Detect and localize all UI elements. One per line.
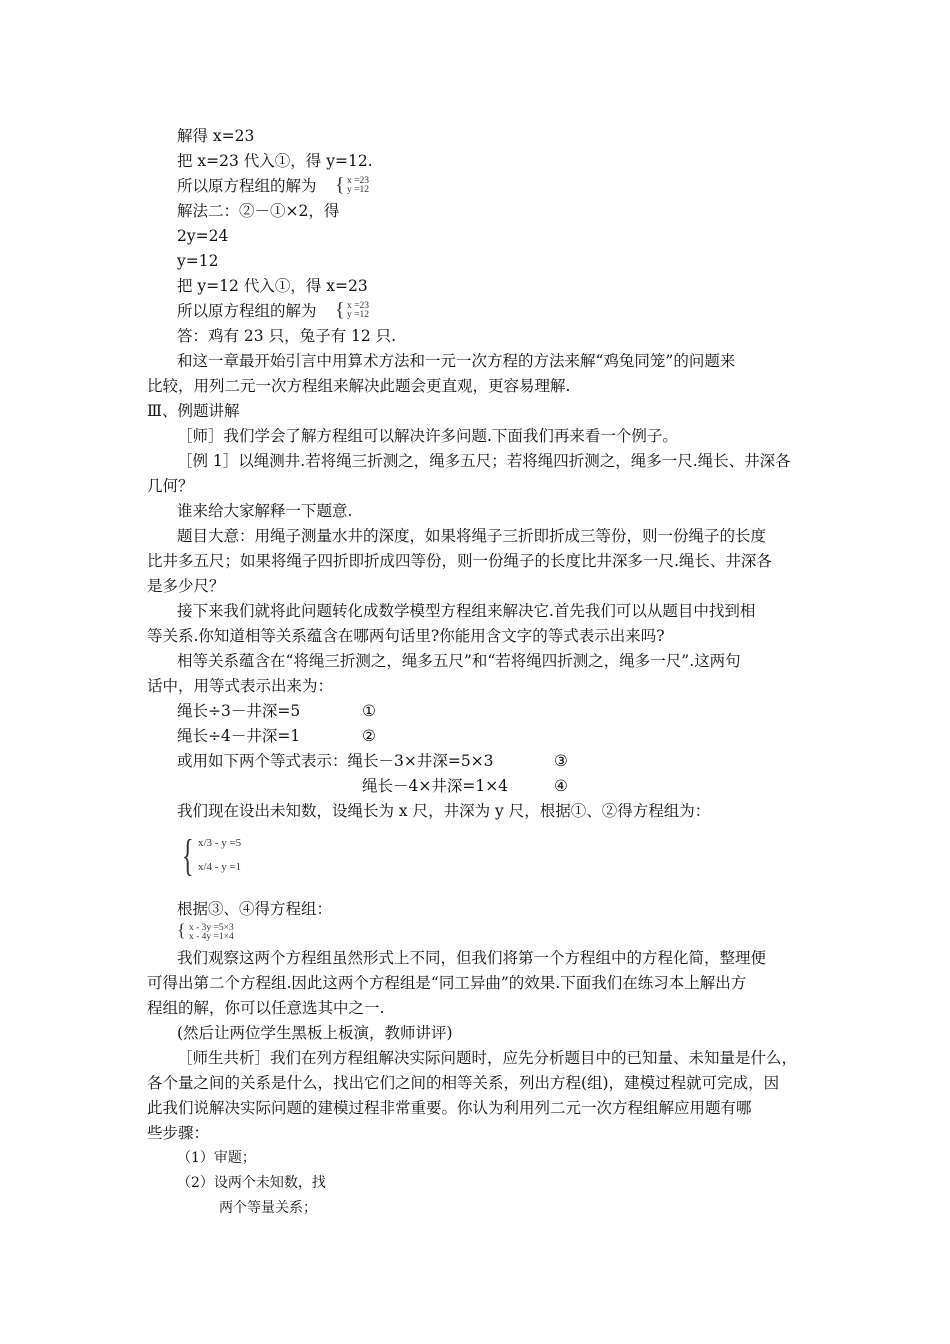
text-line: 题目大意：用绳子测量水井的深度，如果将绳子三折即折成三等份，则一份绳子的长度 bbox=[177, 527, 767, 545]
text-line: 此我们说解决实际问题的建模过程非常重要。你认为利用列二元一次方程组解应用题有哪 bbox=[147, 1099, 752, 1117]
text-line: 等关系.你知道相等关系蕴含在哪两句话里?你能用含文字的等式表示出来吗? bbox=[147, 627, 665, 645]
text-line: 2y=24 bbox=[177, 227, 229, 245]
equation-row: y =12 bbox=[347, 185, 369, 195]
text-line: (然后让两位学生黑板上板演，教师讲评) bbox=[177, 1024, 453, 1042]
text-line: 解法二：②－①×2，得 bbox=[177, 202, 340, 220]
equation-row: x/3 - y =5 bbox=[198, 837, 242, 849]
equation-system-3 bbox=[198, 836, 318, 886]
equation-row: x/4 - y =1 bbox=[198, 861, 242, 873]
equation-row: x - 4y =1×4 bbox=[189, 932, 234, 942]
text-line: 几何？ bbox=[147, 477, 194, 495]
equation-line: 绳长－4×井深=1×4 bbox=[362, 777, 509, 795]
text-line: 我们现在设出未知数，设绳长为 x 尺，井深为 y 尺，根据①、②得方程组为： bbox=[177, 802, 711, 820]
text-line: 相等关系蕴含在“将绳三折测之，绳多五尺”和“若将绳四折测之，绳多一尺”.这两句 bbox=[177, 652, 741, 670]
equation-number: ① bbox=[362, 702, 376, 720]
text-line: 把 y=12 代入①，得 x=23 bbox=[177, 277, 368, 295]
list-item: （2）设两个未知数，找 bbox=[177, 1175, 326, 1191]
equation-line: 绳长÷3－井深=5 bbox=[177, 702, 301, 720]
text-line: ［师生共析］我们在列方程组解决实际问题时，应先分析题目中的已知量、未知量是什么， bbox=[177, 1049, 798, 1067]
equation-line: 绳长÷4－井深=1 bbox=[177, 727, 301, 745]
text-line: 话中，用等式表示出来为： bbox=[147, 677, 334, 695]
equation-brace: { bbox=[335, 299, 345, 321]
text-line: 程组的解，你可以任意选其中之一. bbox=[147, 999, 385, 1017]
equation-brace: { bbox=[182, 831, 194, 880]
equation-row: x =23 bbox=[347, 176, 369, 186]
equation-number: ④ bbox=[554, 777, 568, 795]
equation-system-4 bbox=[189, 923, 309, 943]
text-line: 可得出第二个方程组.因此这两个方程组是“同工异曲”的效果.下面我们在练习本上解出方 bbox=[147, 974, 747, 992]
text-line: 是多少尺？ bbox=[147, 577, 225, 595]
equation-line: 或用如下两个等式表示：绳长－3×井深=5×3 bbox=[177, 752, 494, 770]
list-item: 两个等量关系； bbox=[219, 1200, 317, 1216]
equation-system-2 bbox=[347, 301, 427, 321]
text-line: 解得 x=23 bbox=[177, 127, 255, 145]
text-line: 所以原方程组的解为 bbox=[177, 302, 317, 320]
text-line: 谁来给大家解释一下题意. bbox=[177, 502, 353, 520]
equation-system-1 bbox=[347, 176, 427, 196]
equation-brace: { bbox=[177, 920, 186, 940]
text-line: 根据③、④得方程组： bbox=[177, 900, 333, 918]
text-line: 和这一章最开始引言中用算术方法和一元一次方程的方法来解“鸡兔同笼”的问题来 bbox=[177, 352, 736, 370]
section-heading: Ⅲ、例题讲解 bbox=[147, 402, 240, 420]
text-line: 比井多五尺；如果将绳子四折即折成四等份，则一份绳子的长度比井深多一尺.绳长、井深各 bbox=[147, 552, 772, 570]
text-line: 比较，用列二元一次方程组来解决此题会更直观，更容易理解. bbox=[147, 377, 571, 395]
text-line: 答：鸡有 23 只，兔子有 12 只. bbox=[177, 327, 397, 345]
text-line: ［师］我们学会了解方程组可以解决许多问题.下面我们再来看一个例子。 bbox=[177, 427, 678, 445]
equation-number: ③ bbox=[554, 752, 568, 770]
text-line: y=12 bbox=[177, 252, 219, 270]
text-line: 接下来我们就将此问题转化成数学模型方程组来解决它.首先我们可以从题目中找到相 bbox=[177, 602, 756, 620]
equation-row: y =12 bbox=[347, 310, 369, 320]
text-line: ［例 1］以绳测井.若将绳三折测之，绳多五尺；若将绳四折测之，绳多一尺.绳长、井深各 bbox=[177, 452, 791, 470]
text-line: 我们观察这两个方程组虽然形式上不同，但我们将第一个方程组中的方程化简，整理便 bbox=[177, 949, 767, 967]
text-line: 些步骤： bbox=[147, 1124, 210, 1142]
text-line: 各个量之间的关系是什么，找出它们之间的相等关系，列出方程(组)，建模过程就可完成，因 bbox=[147, 1074, 780, 1092]
equation-brace: { bbox=[335, 174, 345, 196]
text-line: 把 x=23 代入①，得 y=12. bbox=[177, 152, 373, 170]
list-item: （1）审题； bbox=[177, 1150, 256, 1166]
text-line: 所以原方程组的解为 bbox=[177, 177, 317, 195]
equation-row: x - 3y =5×3 bbox=[189, 923, 234, 933]
equation-number: ② bbox=[362, 727, 376, 745]
equation-row: x =23 bbox=[347, 301, 369, 311]
